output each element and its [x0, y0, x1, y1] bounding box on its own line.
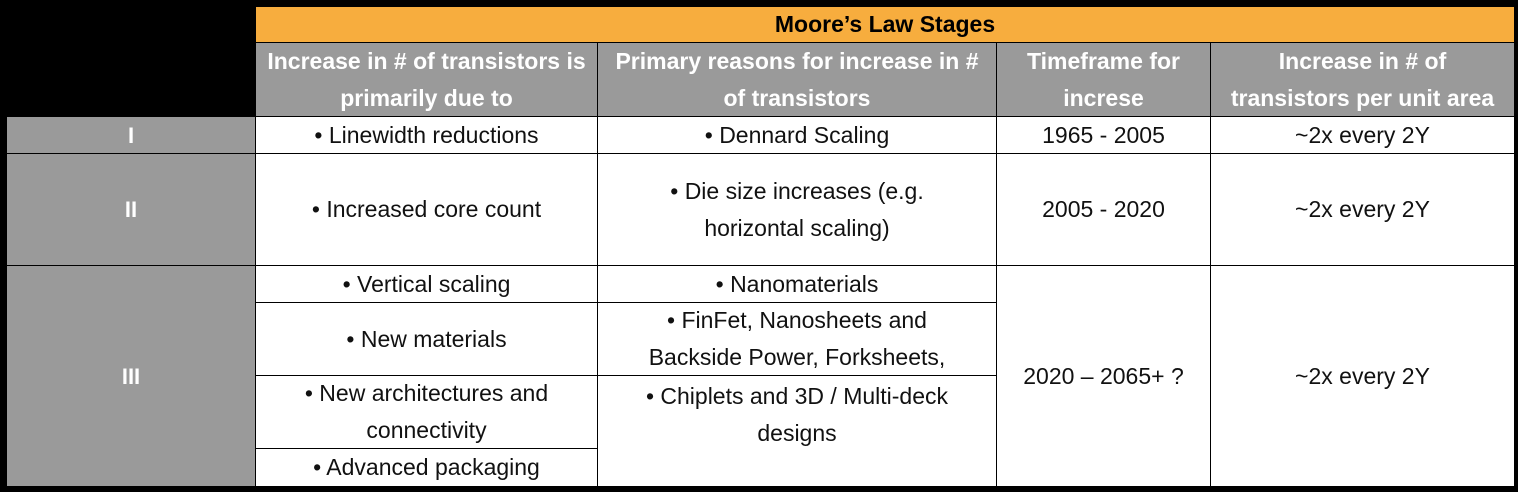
- stage1-timeframe: 1965 - 2005: [997, 117, 1210, 153]
- stage3-due-to-item: • New architectures and connectivity: [256, 376, 597, 448]
- stage2-reason: • Die size increases (e.g. horizontal scaling): [598, 154, 996, 265]
- stage3-increase: ~2x every 2Y: [1211, 266, 1514, 486]
- stage-label-3: III: [7, 266, 255, 486]
- stage3-reason-item: • Chiplets and 3D / Multi-deck designs: [598, 376, 996, 486]
- stage-label-1: I: [7, 117, 255, 153]
- stage-label-2: II: [7, 154, 255, 265]
- stage1-due-to: • Linewidth reductions: [256, 117, 597, 153]
- stage3-due-to-item: • New materials: [256, 303, 597, 375]
- stage2-increase: ~2x every 2Y: [1211, 154, 1514, 265]
- stage3-reason-item: • Nanomaterials: [598, 266, 996, 302]
- header-timeframe: Timeframe for increse: [997, 43, 1210, 116]
- stage2-due-to: • Increased core count: [256, 154, 597, 265]
- header-increase: Increase in # of transistors per unit area: [1211, 43, 1514, 116]
- header-due-to: Increase in # of transistors is primarily due to: [256, 43, 597, 116]
- stage3-due-to-item: • Advanced packaging: [256, 449, 597, 486]
- stage1-increase: ~2x every 2Y: [1211, 117, 1514, 153]
- table-title: Moore’s Law Stages: [256, 7, 1514, 42]
- stage3-due-to-item: • Vertical scaling: [256, 266, 597, 302]
- stage2-timeframe: 2005 - 2020: [997, 154, 1210, 265]
- stage3-timeframe: 2020 – 2065+ ?: [997, 266, 1210, 486]
- stage3-reason-item: • FinFet, Nanosheets and Backside Power, Forksheets,: [598, 303, 996, 375]
- stage1-reason: • Dennard Scaling: [598, 117, 996, 153]
- header-reasons: Primary reasons for increase in # of transistors: [598, 43, 996, 116]
